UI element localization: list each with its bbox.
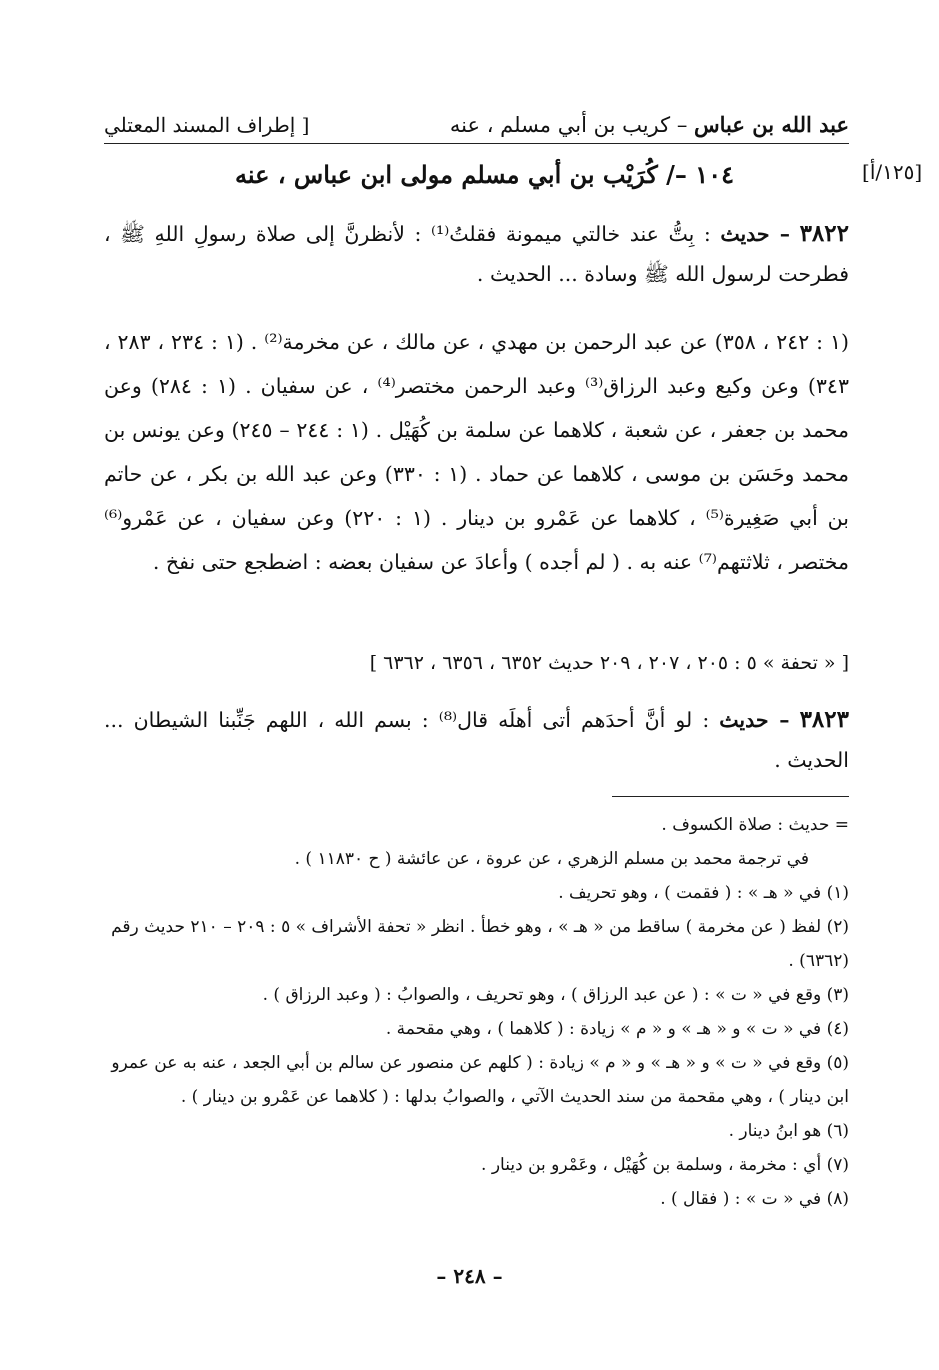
header-left: [ إطراف المسند المعتلي — [104, 113, 310, 137]
hadith-number: ٣٨٢٢ — [799, 220, 849, 247]
footnote: (٤) في « ت » و « هـ » و « م » زيادة : ( كلاهما ) ، وهي مقحمة . — [385, 1019, 849, 1039]
footnote: (١) في « هـ » : ( فقمت ) ، وهو تحريف . — [558, 883, 849, 903]
margin-folio-note: [١٢٥/أ] — [862, 160, 923, 184]
running-header — [104, 103, 849, 144]
tuhfa-reference: [ « تحفة » ٥ : ٢٠٥ ، ٢٠٧ ، ٢٠٩ حديث ٦٣٥٢ ، ٦٣٥٦ ، ٦٣٦٢ ] — [369, 652, 849, 674]
footnotes — [104, 808, 849, 1216]
footnote: (٢) لفظ ( عن مخرمة ) ساقط من « هـ » ، وهو خطأ . انظر « تحفة الأشراف » ٥ : ٢٠٩ – ٢١٠ حديث رقم (٦٣٦٢) . — [111, 917, 849, 971]
hadith-3823 — [104, 700, 849, 780]
hadith-label: – حديث — [720, 222, 791, 246]
hadith-isnad: (١ : ٢٤٢ ، ٣٥٨) عن عبد الرحمن بن مهدي ، عن مالك ، عن مخرمة⁽²⁾ . (١ : ٢٣٤ ، ٢٨٣ ، ٣٤٣) وعن وكيع وعبد الرزاق⁽³⁾ وعبد الرحمن مختصر⁽⁴⁾ ، عن سفيان . (١ : ٢٨٤) وعن محمد بن جعفر ، عن شعبة ، كلاهما عن سلمة بن كُهَيْل . (١ : ٢٤٤ – ٢٤٥) وعن يونس بن محمد وحَسَن بن موسى ، كلاهما عن حماد . (١ : ٣٣٠) وعن عبد الله بن بكر ، عن حاتم بن أبي صَغِيرة⁽⁵⁾ ، كلاهما عن عَمْرو بن دينار . (١ : ٢٢٠) وعن سفيان ، عن عَمْرو⁽⁶⁾ مختصر ، ثلاثتهم⁽⁷⁾ عنه به . ( لم أجده ) وأعادَ عن سفيان بعضه : اضطجع حتى نفخ . — [104, 330, 849, 574]
footnote: (٧) أي : مخرمة ، وسلمة بن كُهَيْل ، وعَمْرو بن دينار . — [481, 1155, 849, 1175]
hadith-3822 — [104, 214, 849, 294]
hadith-text: : بِتُّ عند خالتي ميمونة فقلتُ⁽¹⁾ : لأنظرنَّ إلى صلاة رسولِ اللهِ ﷺ ، فطرحت لرسول الله ﷺ وسادة ... الحديث . — [104, 222, 849, 286]
hadith-text: : لو أنَّ أحدَهم أتى أهلَه قال⁽⁸⁾ : بسم الله ، اللهم جَنِّبنا الشيطان ... الحديث . — [104, 708, 849, 772]
page-number: – ٢٤٨ – — [436, 1264, 503, 1288]
header-right — [450, 112, 849, 137]
hadith-number: ٣٨٢٣ — [799, 706, 849, 733]
header-right-rest: – كريب بن أبي مسلم ، عنه — [449, 113, 694, 137]
footnote: (٥) وقع في « ت » و « هـ » و « م » زيادة : ( كلهم عن منصور عن سالم بن أبي الجعد ، عنه به عن عمرو ابن دينار ) ، وهي مقحمة من سند الحديث الآتي ، والصوابُ بدلها : ( كلاهما عن عَمْرو بن دينار ) . — [111, 1053, 849, 1107]
footnote: (٨) في « ت » : ( فقال ) . — [660, 1189, 849, 1209]
footnote-continuation: في ترجمة محمد بن مسلم الزهري ، عن عروة ، عن عائشة ( ح ١١٨٣٠ ) . — [294, 849, 809, 869]
footnote-separator — [612, 796, 849, 797]
chapter-title: ١٠٤ –/ كُرَيْب بن أبي مسلم مولى ابن عباس ، عنه — [235, 160, 734, 189]
header-right-bold: عبد الله بن عباس — [694, 112, 849, 137]
hadith-label: – حديث — [719, 708, 790, 732]
footnote: (٣) وقع في « ت » : ( عن عبد الرزاق ) ، وهو تحريف ، والصوابُ : ( وعبد الرزاق ) . — [262, 985, 849, 1005]
footnote: (٦) هو ابنُ دينار . — [728, 1121, 849, 1141]
footnote-continuation: = حديث : صلاة الكسوف . — [661, 815, 849, 835]
